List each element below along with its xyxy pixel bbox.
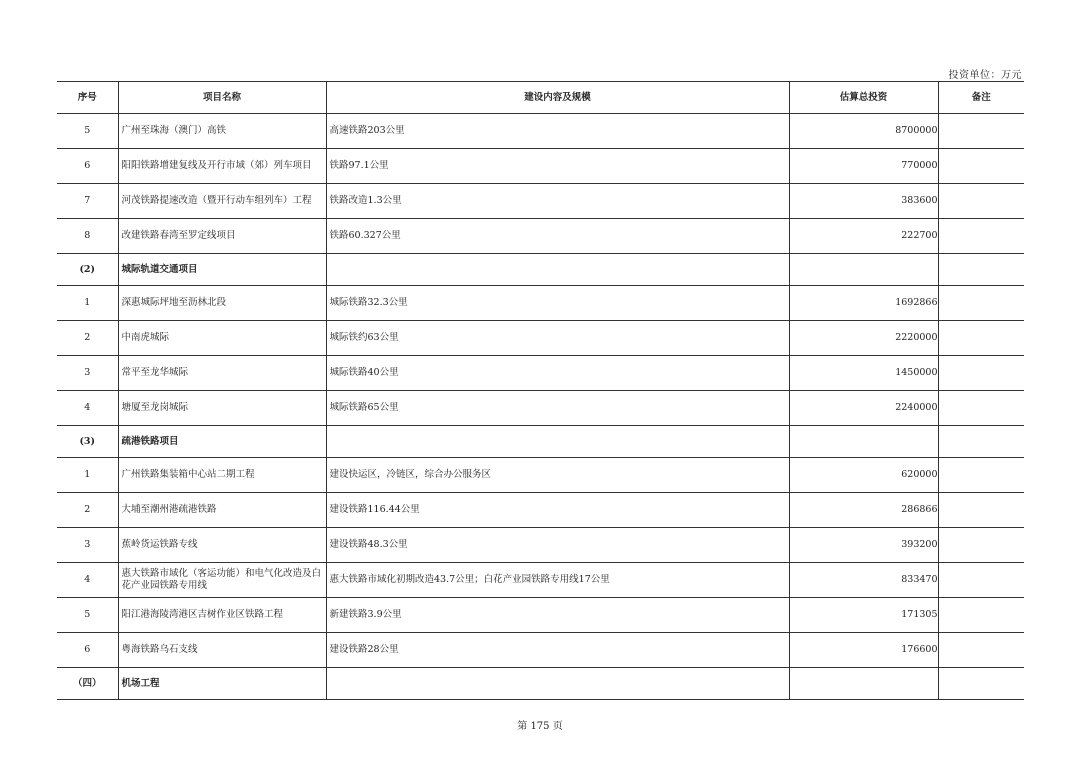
cell-content-scale: 建设铁路48.3公里 <box>326 528 789 563</box>
section-row <box>57 254 1024 286</box>
cell-project-name: 大埔至潮州港疏港铁路 <box>118 493 326 528</box>
cell-index: 3 <box>57 528 118 563</box>
section-row <box>57 426 1024 458</box>
header-index: 序号 <box>57 82 118 114</box>
section-row <box>57 668 1024 700</box>
cell-project-name: 阳阳铁路增建复线及开行市域（郊）列车项目 <box>118 149 326 184</box>
cell-remarks <box>938 286 1024 321</box>
table-row <box>57 321 1024 356</box>
cell-project-name: 蕉岭货运铁路专线 <box>118 528 326 563</box>
cell-total-investment: 222700 <box>789 219 938 254</box>
cell-content-scale: 铁路改造1.3公里 <box>326 184 789 219</box>
header-project-name: 项目名称 <box>118 82 326 114</box>
cell-remarks <box>938 391 1024 426</box>
cell-total-investment: 176600 <box>789 633 938 668</box>
cell-remarks <box>938 668 1024 700</box>
cell-total-investment: 620000 <box>789 458 938 493</box>
table-row <box>57 458 1024 493</box>
cell-project-name: 深惠城际坪地至沥林北段 <box>118 286 326 321</box>
cell-index: (3) <box>57 426 118 458</box>
cell-project-name: 城际轨道交通项目 <box>118 254 326 286</box>
table-body <box>57 114 1024 700</box>
cell-project-name: 常平至龙华城际 <box>118 356 326 391</box>
header-content-scale: 建设内容及规模 <box>326 82 789 114</box>
cell-content-scale: 城际铁路32.3公里 <box>326 286 789 321</box>
table-row <box>57 356 1024 391</box>
cell-content-scale: 铁路60.327公里 <box>326 219 789 254</box>
cell-content-scale: 高速铁路203公里 <box>326 114 789 149</box>
cell-index: 8 <box>57 219 118 254</box>
cell-index: 1 <box>57 458 118 493</box>
cell-total-investment <box>789 426 938 458</box>
cell-total-investment: 171305 <box>789 598 938 633</box>
cell-total-investment: 393200 <box>789 528 938 563</box>
cell-project-name: 广州至珠海（澳门）高铁 <box>118 114 326 149</box>
cell-project-name: 粤海铁路乌石支线 <box>118 633 326 668</box>
table-row <box>57 528 1024 563</box>
cell-content-scale: 城际铁约63公里 <box>326 321 789 356</box>
cell-index: (2) <box>57 254 118 286</box>
cell-remarks <box>938 633 1024 668</box>
cell-index: 2 <box>57 493 118 528</box>
cell-remarks <box>938 321 1024 356</box>
cell-total-investment: 2240000 <box>789 391 938 426</box>
table-row <box>57 493 1024 528</box>
cell-total-investment: 8700000 <box>789 114 938 149</box>
table-row <box>57 114 1024 149</box>
cell-total-investment: 1450000 <box>789 356 938 391</box>
cell-index: 7 <box>57 184 118 219</box>
cell-index: （四） <box>57 668 118 700</box>
cell-index: 1 <box>57 286 118 321</box>
cell-total-investment <box>789 668 938 700</box>
cell-content-scale: 城际铁路40公里 <box>326 356 789 391</box>
cell-project-name: 中南虎城际 <box>118 321 326 356</box>
cell-total-investment: 286866 <box>789 493 938 528</box>
cell-remarks <box>938 254 1024 286</box>
cell-total-investment <box>789 254 938 286</box>
cell-content-scale: 建设铁路28公里 <box>326 633 789 668</box>
cell-content-scale <box>326 426 789 458</box>
table-header-row <box>57 82 1024 114</box>
cell-total-investment: 770000 <box>789 149 938 184</box>
table-row <box>57 598 1024 633</box>
header-total-investment: 估算总投资 <box>789 82 938 114</box>
table-row <box>57 391 1024 426</box>
cell-total-investment: 833470 <box>789 563 938 598</box>
cell-index: 6 <box>57 633 118 668</box>
cell-remarks <box>938 493 1024 528</box>
cell-project-name: 广州铁路集装箱中心站二期工程 <box>118 458 326 493</box>
table-row <box>57 149 1024 184</box>
cell-remarks <box>938 356 1024 391</box>
cell-project-name: 阳江港海陵湾港区吉树作业区铁路工程 <box>118 598 326 633</box>
cell-remarks <box>938 528 1024 563</box>
table-row <box>57 219 1024 254</box>
cell-index: 5 <box>57 114 118 149</box>
cell-content-scale: 铁路97.1公里 <box>326 149 789 184</box>
cell-index: 3 <box>57 356 118 391</box>
cell-remarks <box>938 426 1024 458</box>
cell-total-investment: 2220000 <box>789 321 938 356</box>
cell-remarks <box>938 563 1024 598</box>
cell-content-scale <box>326 254 789 286</box>
cell-total-investment: 383600 <box>789 184 938 219</box>
cell-project-name: 惠大铁路市域化（客运功能）和电气化改造及白花产业园铁路专用线 <box>118 563 326 598</box>
cell-project-name: 改建铁路春湾至罗定线项目 <box>118 219 326 254</box>
cell-index: 4 <box>57 391 118 426</box>
cell-project-name: 河茂铁路提速改造（暨开行动车组列车）工程 <box>118 184 326 219</box>
table-row <box>57 286 1024 321</box>
table-row <box>57 633 1024 668</box>
header-remarks: 备注 <box>938 82 1024 114</box>
cell-content-scale: 建设快运区，冷链区，综合办公服务区 <box>326 458 789 493</box>
cell-index: 4 <box>57 563 118 598</box>
project-table <box>57 81 1024 700</box>
cell-total-investment: 1692866 <box>789 286 938 321</box>
cell-remarks <box>938 114 1024 149</box>
cell-project-name: 疏港铁路项目 <box>118 426 326 458</box>
cell-index: 5 <box>57 598 118 633</box>
cell-content-scale: 城际铁路65公里 <box>326 391 789 426</box>
investment-unit-label: 投资单位：万元 <box>948 70 1022 81</box>
cell-content-scale: 建设铁路116.44公里 <box>326 493 789 528</box>
cell-index: 2 <box>57 321 118 356</box>
table-row <box>57 563 1024 598</box>
cell-remarks <box>938 149 1024 184</box>
table-row <box>57 184 1024 219</box>
cell-content-scale: 新建铁路3.9公里 <box>326 598 789 633</box>
cell-project-name: 塘厦至龙岗城际 <box>118 391 326 426</box>
cell-content-scale <box>326 668 789 700</box>
cell-content-scale: 惠大铁路市域化初期改造43.7公里；白花产业园铁路专用线17公里 <box>326 563 789 598</box>
page-number: 第 175 页 <box>517 721 563 732</box>
cell-remarks <box>938 184 1024 219</box>
cell-remarks <box>938 219 1024 254</box>
cell-remarks <box>938 598 1024 633</box>
cell-remarks <box>938 458 1024 493</box>
cell-index: 6 <box>57 149 118 184</box>
cell-project-name: 机场工程 <box>118 668 326 700</box>
